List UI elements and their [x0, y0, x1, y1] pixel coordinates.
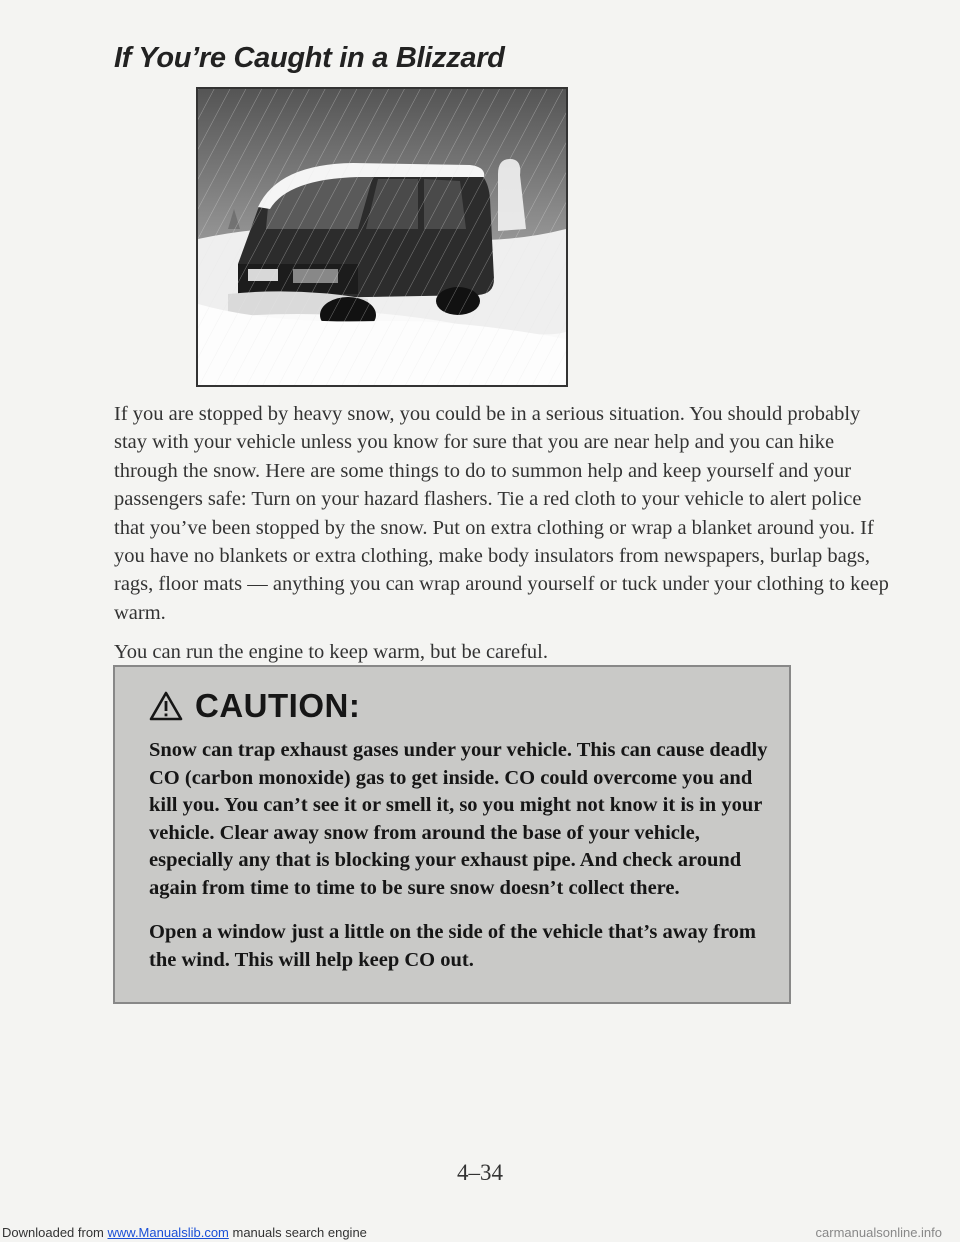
footer-prefix: Downloaded from — [2, 1225, 108, 1240]
body-text — [114, 400, 894, 678]
warning-triangle-icon — [149, 691, 183, 721]
manualslib-link[interactable]: www.Manualslib.com — [107, 1225, 229, 1240]
caution-label: CAUTION: — [195, 687, 361, 724]
page-title: If You’re Caught in a Blizzard — [114, 42, 505, 74]
body-paragraph: You can run the engine to keep warm, but be careful. — [114, 641, 548, 664]
page-number: 4–34 — [457, 1160, 503, 1185]
watermark-text: carmanualsonline.info — [815, 1225, 942, 1240]
caution-paragraph: Snow can trap exhaust gases under your vehicle. This can cause deadly CO (carbon monoxide) gas to get inside. CO could overcome you and kill you. You can’t see it or smell it, so you might not know it is in your vehicle. Clear away snow from around the base of your vehicle, especially any that is blocking your exhaust pipe. And check around again from time to time to be sure snow doesn’t collect there. — [149, 739, 768, 899]
caution-paragraph: Open a window just a little on the side of the vehicle that’s away from the wind. This will help keep CO out. — [149, 921, 757, 971]
caution-box — [113, 665, 791, 1004]
footer-suffix: manuals search engine — [228, 1225, 367, 1240]
blizzard-van-illustration — [196, 87, 568, 387]
caution-text — [149, 737, 769, 991]
caution-heading — [149, 687, 360, 725]
download-footer — [0, 1225, 942, 1240]
footer-left — [2, 1225, 367, 1240]
body-paragraph: If you are stopped by heavy snow, you could be in a serious situation. You should probably stay with your vehicle unless you know for sure that you are near help and you can hike through the snow. Here are some things to do to summon help and keep yourself and your passengers safe: Turn on your hazard flashers. Tie a red cloth to your vehicle to alert police that you’ve been stopped by the snow. Put on extra clothing or wrap a blanket around you. If you have no blankets or extra clothing, make body insulators from newspapers, burlap bags, rags, floor mats — anything you can wrap around yourself or tuck under your clothing to keep warm. — [114, 403, 889, 624]
